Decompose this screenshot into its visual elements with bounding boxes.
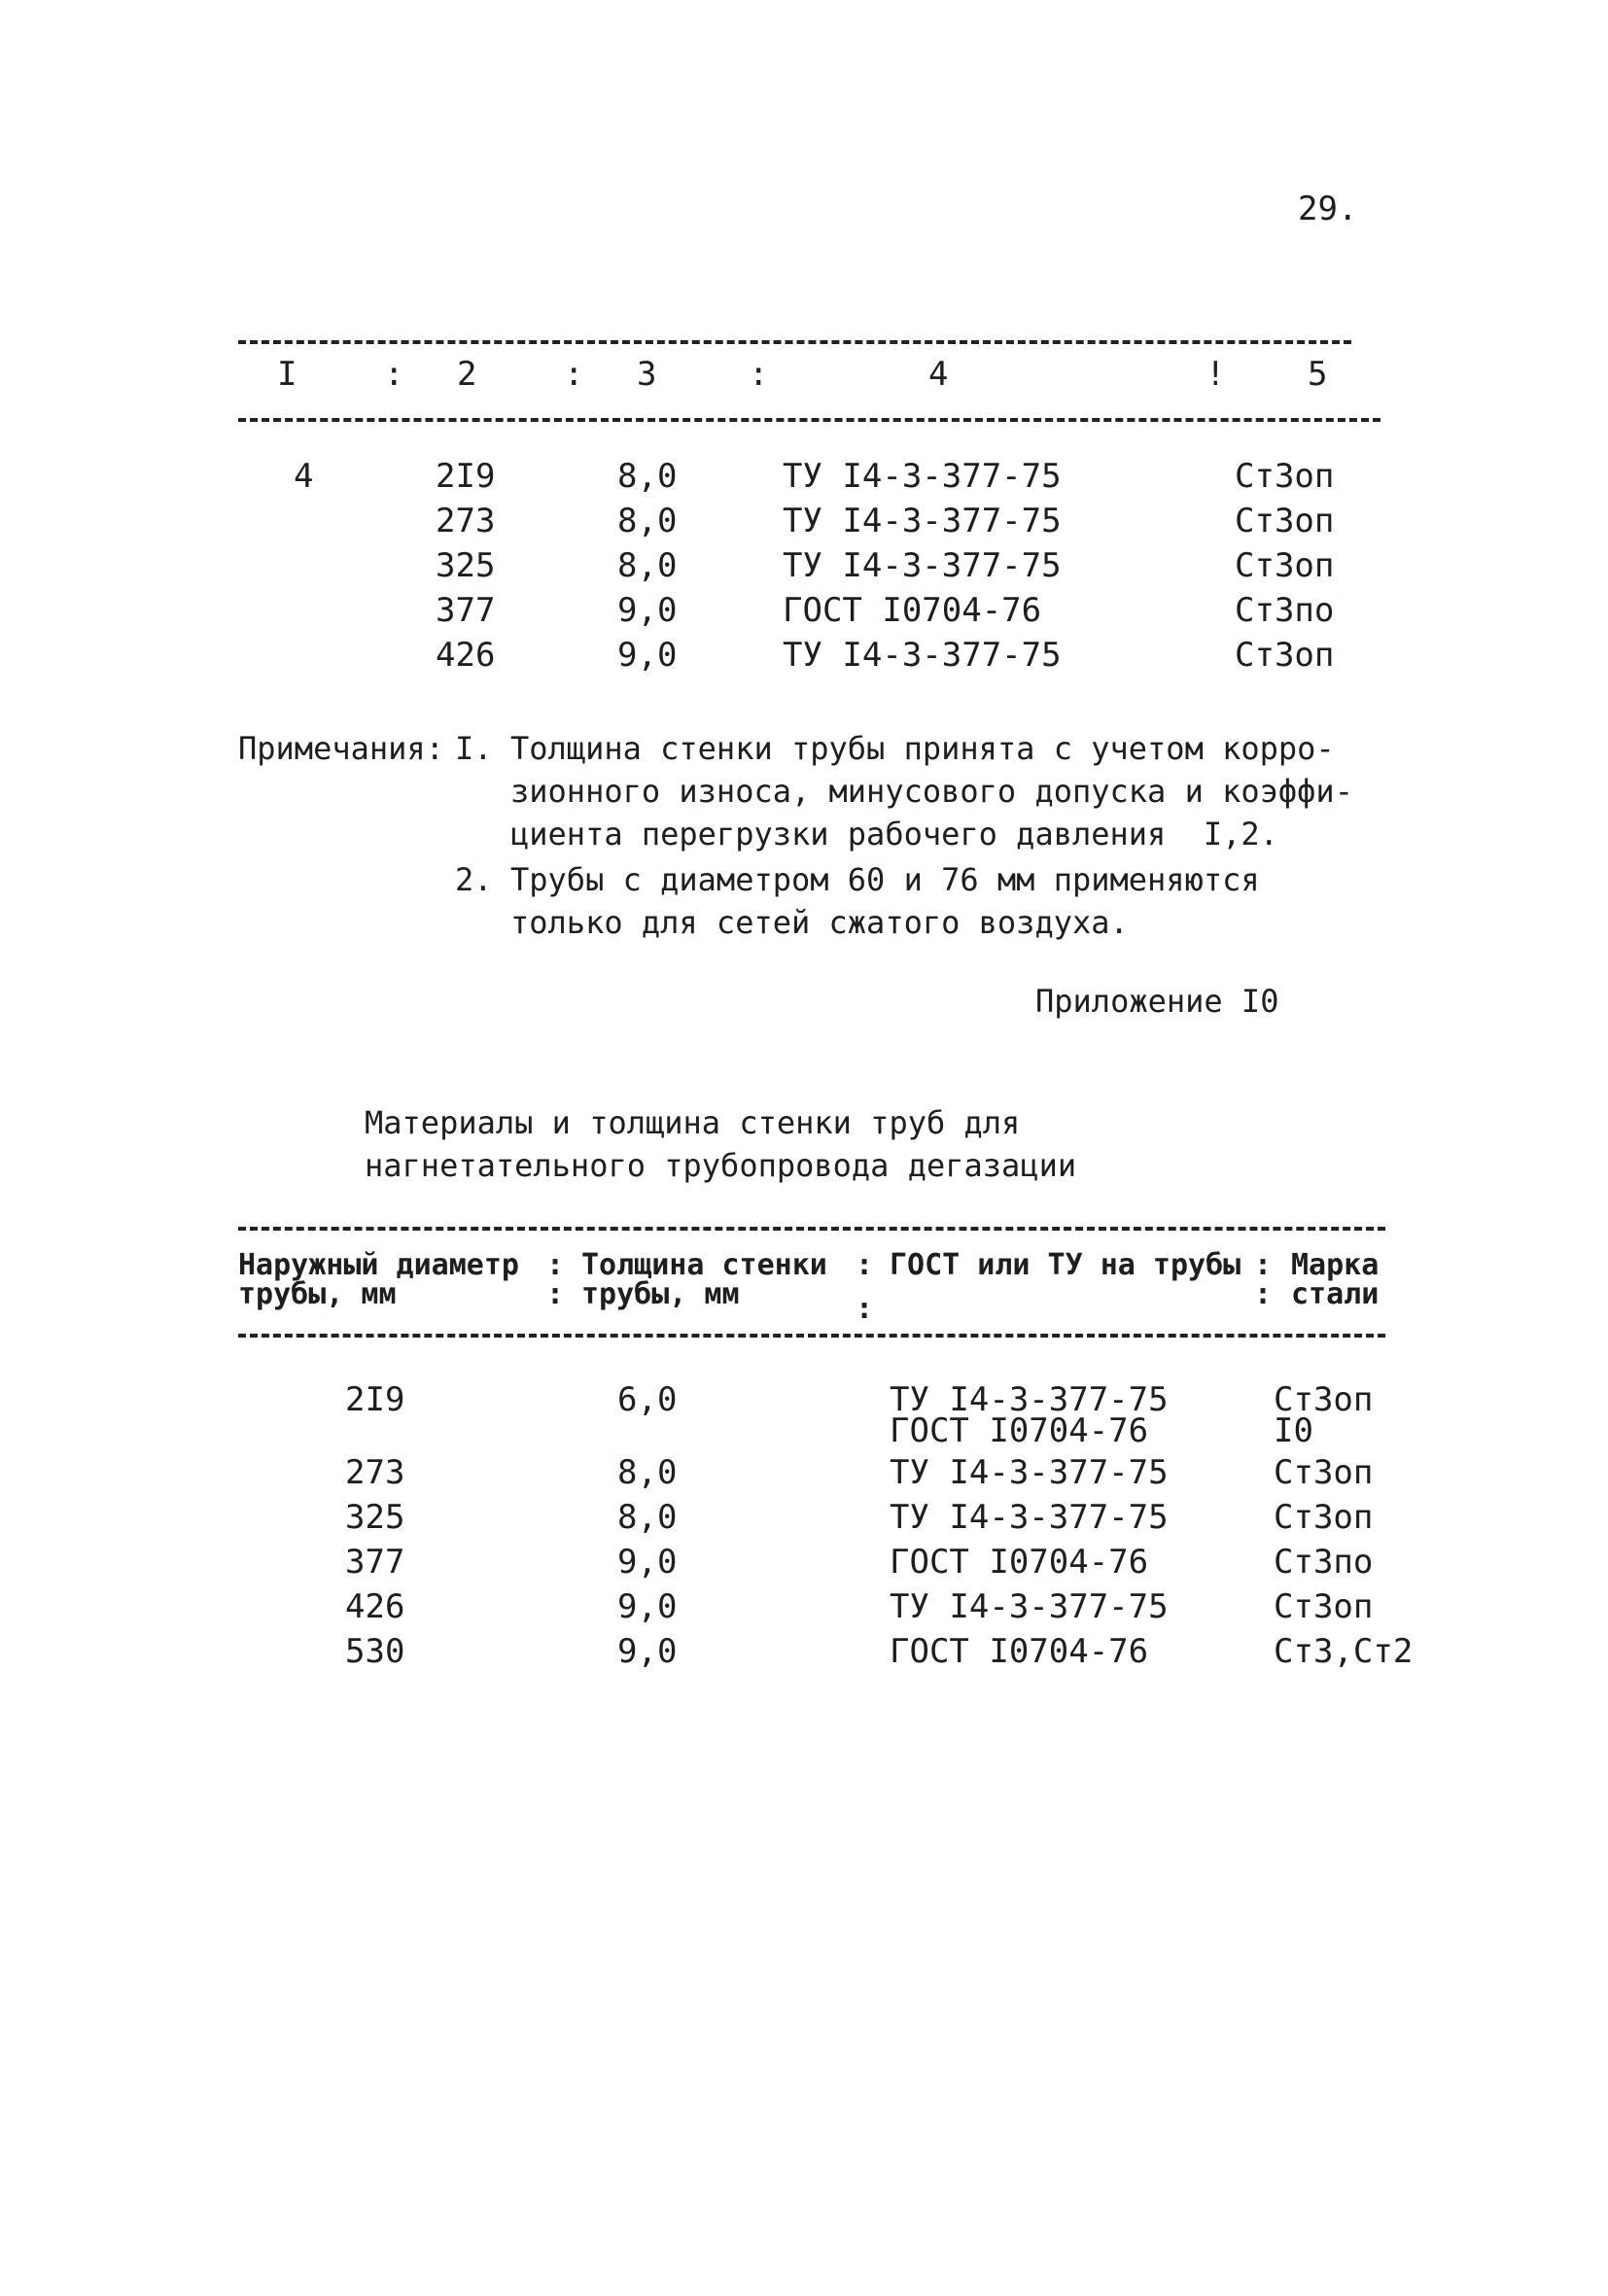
table2-steel: Ст3,Ст2 <box>1274 1632 1414 1671</box>
table2-steel: I0 <box>1274 1411 1313 1450</box>
table2-col-separator: : <box>856 1248 874 1282</box>
note-text-line: зионного износа, минусового допуска и коэффи- <box>510 773 1353 810</box>
table2-header-diameter: трубы, мм <box>238 1277 397 1311</box>
table2-diameter: 426 <box>345 1587 405 1626</box>
table1-header-rule <box>238 418 1381 422</box>
table1-diameter: 377 <box>436 591 496 630</box>
table2-header-standard: ГОСТ или ТУ на трубы <box>890 1248 1241 1282</box>
table1-thickness: 8,0 <box>617 546 678 585</box>
table1-col-5-header: 5 <box>1308 355 1328 394</box>
table2-thickness: 9,0 <box>617 1543 678 1582</box>
table1-steel: Ст3оп <box>1235 502 1335 540</box>
table2-standard: ТУ I4-3-377-75 <box>890 1380 1169 1419</box>
table2-diameter: 273 <box>345 1453 405 1492</box>
note-text-line: только для сетей сжатого воздуха. <box>510 904 1129 941</box>
table1-thickness: 9,0 <box>617 591 678 630</box>
table2-thickness: 8,0 <box>617 1498 678 1537</box>
table2-header-diameter: Наружный диаметр <box>238 1248 519 1282</box>
table1-top-rule <box>238 340 1351 344</box>
table1-col-separator: : <box>749 355 769 394</box>
table1-thickness: 8,0 <box>617 457 678 496</box>
table1-standard: ТУ I4-3-377-75 <box>783 546 1062 585</box>
table2-col-separator: : <box>1254 1277 1273 1311</box>
table1-steel: Ст3оп <box>1235 636 1335 675</box>
table1-standard: ТУ I4-3-377-75 <box>783 502 1062 540</box>
table2-diameter: 325 <box>345 1498 405 1537</box>
table1-col-separator: ! <box>1206 355 1226 394</box>
appendix-label: Приложение I0 <box>1035 983 1279 1020</box>
table1-diameter: 325 <box>436 546 496 585</box>
table1-col-1-header: I <box>277 355 297 394</box>
table1-col-separator: : <box>384 355 404 394</box>
table1-col-4-header: 4 <box>928 355 949 394</box>
table1-standard: ТУ I4-3-377-75 <box>783 636 1062 675</box>
table1-standard: ТУ I4-3-377-75 <box>783 457 1062 496</box>
table2-col-separator: : <box>856 1292 874 1326</box>
note-text-line: Трубы с диаметром 60 и 76 мм применяются <box>510 861 1260 898</box>
table2-steel: Ст3оп <box>1274 1498 1374 1537</box>
table2-standard: ТУ I4-3-377-75 <box>890 1453 1169 1492</box>
table1-group-label: 4 <box>294 457 314 496</box>
table2-thickness: 9,0 <box>617 1587 678 1626</box>
table2-header-thickness: Толщина стенки <box>581 1248 827 1282</box>
table1-col-3-header: 3 <box>637 355 657 394</box>
table1-diameter: 273 <box>436 502 496 540</box>
table2-col-separator: : <box>1254 1248 1273 1282</box>
table1-diameter: 2I9 <box>436 457 496 496</box>
notes-label: Примечания: <box>238 730 444 767</box>
table2-standard: ГОСТ I0704-76 <box>890 1543 1149 1582</box>
note-number: 2. <box>455 861 493 898</box>
table2-thickness: 8,0 <box>617 1453 678 1492</box>
table1-steel: Ст3оп <box>1235 457 1335 496</box>
table2-header-rule <box>238 1334 1385 1338</box>
table1-steel: Ст3оп <box>1235 546 1335 585</box>
note-number: I. <box>455 730 493 767</box>
table2-standard: ГОСТ I0704-76 <box>890 1632 1149 1671</box>
table2-col-separator: : <box>546 1277 565 1311</box>
table2-thickness: 9,0 <box>617 1632 678 1671</box>
section-title-line: Материалы и толщина стенки труб для <box>365 1104 1021 1141</box>
table1-col-separator: : <box>564 355 584 394</box>
table1-standard: ГОСТ I0704-76 <box>783 591 1042 630</box>
table1-thickness: 9,0 <box>617 636 678 675</box>
table1-diameter: 426 <box>436 636 496 675</box>
table2-col-separator: : <box>546 1248 565 1282</box>
table2-header-steel: Марка <box>1291 1248 1380 1282</box>
table2-header-steel: стали <box>1291 1277 1380 1311</box>
table2-diameter: 377 <box>345 1543 405 1582</box>
table1-steel: Ст3по <box>1235 591 1335 630</box>
table2-steel: Ст3оп <box>1274 1453 1374 1492</box>
table2-header-thickness: трубы, мм <box>581 1277 740 1311</box>
table2-diameter: 2I9 <box>345 1380 405 1419</box>
note-text-line: Толщина стенки трубы принята с учетом корро- <box>510 730 1335 767</box>
table2-steel: Ст3по <box>1274 1543 1374 1582</box>
table1-thickness: 8,0 <box>617 502 678 540</box>
table2-standard: ГОСТ I0704-76 <box>890 1411 1149 1450</box>
table2-thickness: 6,0 <box>617 1380 678 1419</box>
table2-steel: Ст3оп <box>1274 1380 1374 1419</box>
table2-steel: Ст3оп <box>1274 1587 1374 1626</box>
note-text-line: циента перегрузки рабочего давления I,2. <box>510 816 1278 852</box>
table2-standard: ТУ I4-3-377-75 <box>890 1498 1169 1537</box>
section-title-line: нагнетательного трубопровода дегазации <box>365 1147 1077 1184</box>
table2-diameter: 530 <box>345 1632 405 1671</box>
table2-standard: ТУ I4-3-377-75 <box>890 1587 1169 1626</box>
table1-col-2-header: 2 <box>457 355 477 394</box>
table2-top-rule <box>238 1227 1385 1231</box>
page-number: 29. <box>1298 190 1358 228</box>
